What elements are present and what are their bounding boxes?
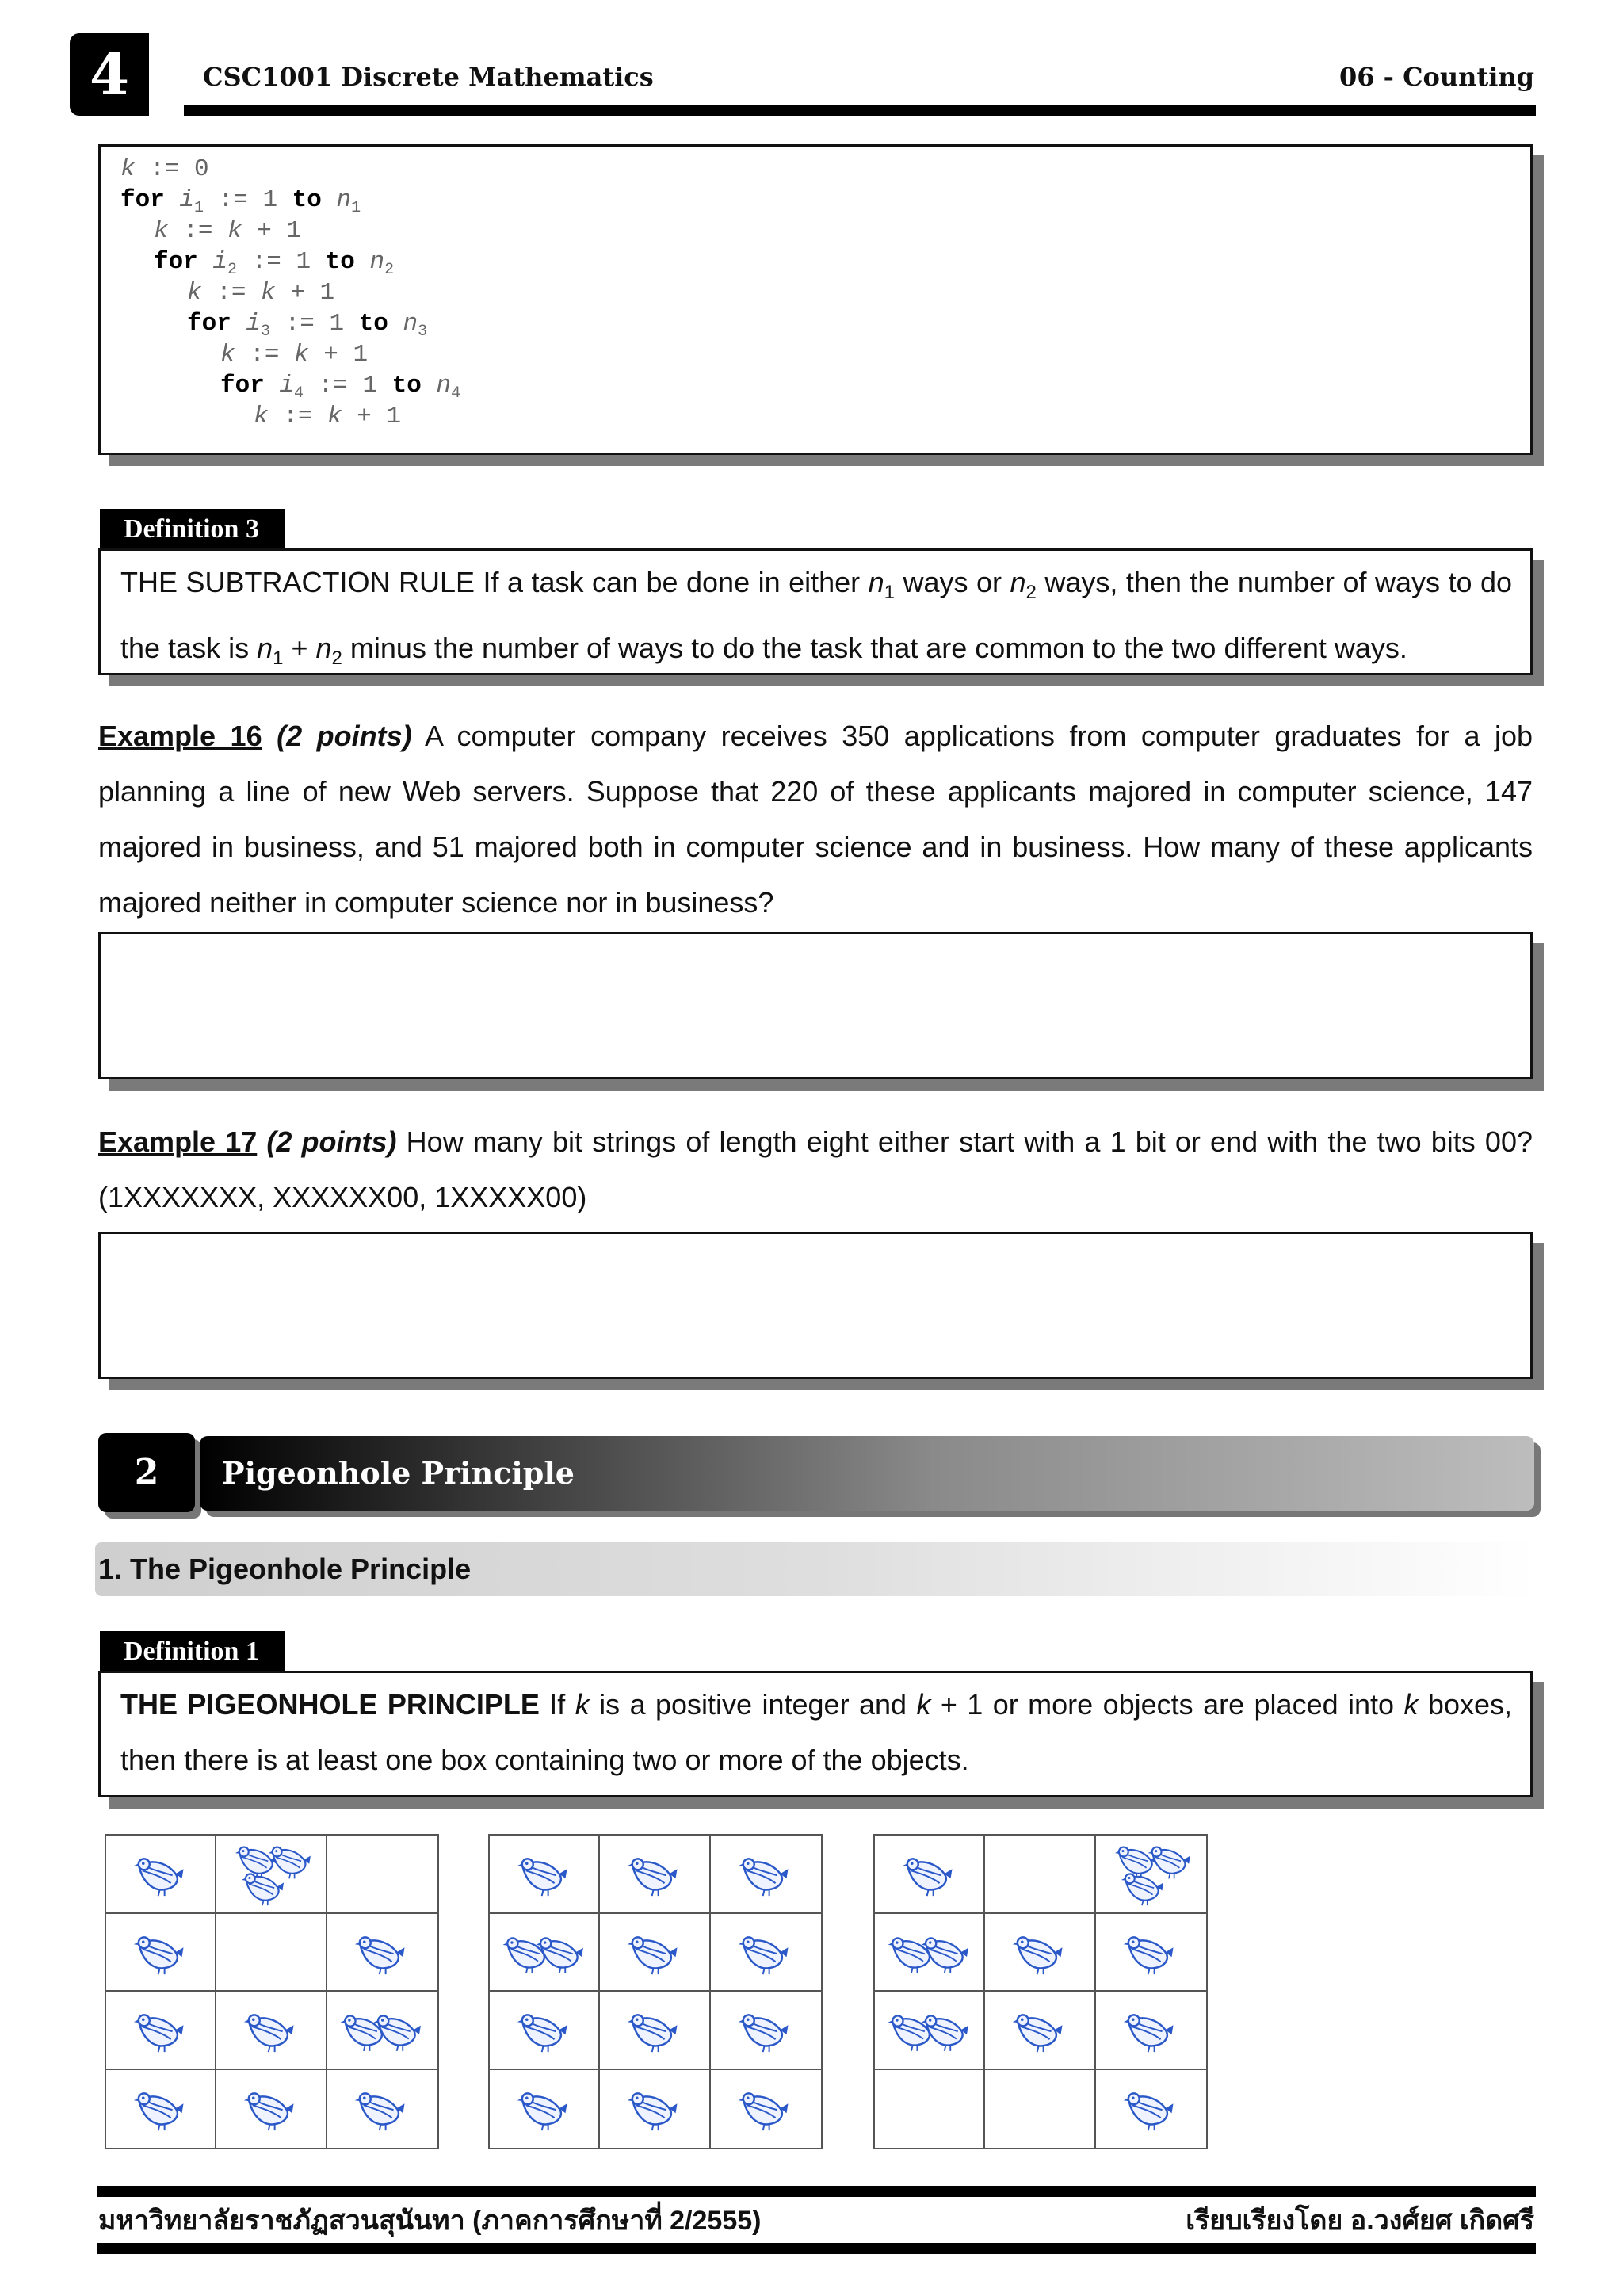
pigeons [711, 1914, 818, 1989]
pigeon-icon [517, 1859, 567, 1896]
pigeons [875, 1992, 982, 2067]
pigeonhole-box [327, 1914, 437, 1992]
pigeonhole-box [490, 1914, 600, 1992]
pigeonhole-box [600, 2070, 710, 2149]
pigeon-icon [1123, 1937, 1173, 1974]
pigeons [711, 1992, 818, 2067]
pigeonhole-box [875, 1836, 985, 1914]
footer-author: เรียบเรียงโดย อ.วงศ์ยศ เกิดศรี [1186, 2206, 1534, 2236]
pigeon-icon [134, 2093, 184, 2130]
pigeon-icon [738, 2015, 788, 2052]
pigeonhole-box [711, 1992, 821, 2070]
pigeons [490, 1914, 597, 1989]
page-number: 4 [70, 33, 149, 116]
pigeon-icon [1013, 2015, 1063, 2052]
code-line-6: for $i_3$ := 1 to $n_3$ [187, 310, 428, 342]
section-title: Pigeonhole Principle [222, 1455, 575, 1491]
pigeons [327, 2070, 434, 2145]
pigeons [106, 1992, 213, 2067]
pigeonhole-box [490, 1836, 600, 1914]
pigeons [600, 1992, 707, 2067]
pigeon-icon [244, 2093, 294, 2130]
pigeon-icon [1123, 2015, 1173, 2052]
pigeonhole-box [106, 1836, 216, 1914]
code-line-1: k := 0 [120, 155, 209, 183]
pigeonhole-box [985, 2070, 1095, 2149]
pigeonhole-box [1096, 1992, 1206, 2070]
pigeonhole-grid-1 [105, 1834, 439, 2149]
pigeon-icon [244, 2015, 294, 2052]
pigeon-icon [1123, 2093, 1173, 2130]
pigeonhole-box [985, 1914, 1095, 1992]
pigeon-icon [517, 2015, 567, 2052]
pigeon-icon [903, 1859, 953, 1896]
code-line-5: k := k + 1 [187, 279, 335, 307]
pigeonhole-box [216, 1992, 327, 2070]
pigeons [1096, 2070, 1203, 2145]
pigeons [985, 1914, 1092, 1989]
pigeons [490, 2070, 597, 2145]
pigeonhole-box [1096, 2070, 1206, 2149]
pigeon-icon [1121, 1874, 1163, 1905]
code-line-3: k := k + 1 [154, 217, 302, 245]
pigeon-icon [628, 1937, 678, 1974]
pigeon-icon [354, 2093, 404, 2130]
pigeons [711, 2070, 818, 2145]
pigeonhole-box [106, 1914, 216, 1992]
pigeonhole-box [216, 2070, 327, 2149]
pigeon-icon [628, 1859, 678, 1896]
pigeon-icon [628, 2015, 678, 2052]
pigeonhole-box [875, 1992, 985, 2070]
pigeon-icon [269, 1847, 311, 1879]
example-16-text: Example 16 (2 points) A computer company receives 350 applications from computer graduates for a job planning a line of new Web servers. Suppose that 220 of these applicants majored in computer science, 147 majored in business, and 51 majored both in computer science and in business. How many of these applicants majored neither in computer science nor in business? [98, 720, 1533, 919]
footer-rule-bottom [97, 2243, 1536, 2254]
code-line-2: for $i_1$ := 1 to $n_1$ [120, 186, 361, 218]
pigeon-icon [1148, 1847, 1190, 1879]
chapter-title: 06 - Counting [1338, 62, 1534, 92]
pigeon-icon [1013, 1937, 1063, 1974]
pigeons [106, 2070, 213, 2145]
pigeonhole-grid-2 [488, 1834, 823, 2149]
pigeons [875, 1836, 982, 1911]
pigeons [490, 1992, 597, 2067]
pigeon-icon [738, 1937, 788, 1974]
pigeonhole-box [327, 1836, 437, 1914]
pigeons [216, 1836, 323, 1911]
pigeonhole-box [327, 1992, 437, 2070]
code-line-7: k := k + 1 [220, 341, 369, 369]
pigeonhole-box [875, 2070, 985, 2149]
subsection-title: 1. The Pigeonhole Principle [98, 1553, 472, 1585]
pigeonhole-box [600, 1914, 710, 1992]
pigeon-icon [517, 2093, 567, 2130]
pigeon-icon [134, 2015, 184, 2052]
pigeons [600, 2070, 707, 2145]
pigeonhole-box [106, 2070, 216, 2149]
example-17-answer-box[interactable] [98, 1232, 1533, 1379]
example-17-text: Example 17 (2 points) How many bit strings of length eight either start with a 1 bit or end with the two bits 00? (1XXXXXXX, XXXXXX00, 1XXXXX00) [98, 1125, 1533, 1213]
pigeons [490, 1836, 597, 1911]
definition-1-label: Definition 1 [100, 1631, 285, 1672]
pigeonhole-box [327, 2070, 437, 2149]
pigeonhole-box [1096, 1836, 1206, 1914]
pigeons [106, 1914, 213, 1989]
pigeonhole-box [1096, 1914, 1206, 1992]
pigeonhole-box [985, 1836, 1095, 1914]
pigeonhole-box [600, 1992, 710, 2070]
pigeonhole-box [216, 1836, 327, 1914]
pigeons [1096, 1914, 1203, 1989]
pigeonhole-box [711, 1914, 821, 1992]
footer-rule-top [97, 2186, 1536, 2197]
definition-3-label: Definition 3 [100, 509, 285, 550]
definition-3-text: THE SUBTRACTION RULE If a task can be done in either $n_1$ ways or $n_2$ ways, then the number of ways to do the task is $n_1 + n_2$ minus the number of ways to do the task that are common to the two different ways. [120, 566, 1512, 670]
definition-1-text: THE PIGEONHOLE PRINCIPLE If k is a positive integer and k + 1 or more objects are placed into k boxes, then there is at least one box containing two or more of the objects. [120, 1688, 1512, 1776]
pigeonhole-box [490, 2070, 600, 2149]
pigeon-icon [738, 2093, 788, 2130]
footer-university: มหาวิทยาลัยราชภัฏสวนสุนันทา (ภาคการศึกษาที่ 2/2555) [98, 2206, 762, 2236]
pigeons [875, 1914, 982, 1989]
pigeons [600, 1914, 707, 1989]
section-number: 2 [98, 1433, 195, 1512]
pigeons [600, 1836, 707, 1911]
pigeonhole-box [711, 1836, 821, 1914]
pigeonhole-box [985, 1992, 1095, 2070]
pigeon-icon [134, 1937, 184, 1974]
pigeons [985, 1992, 1092, 2067]
pigeon-icon [242, 1874, 284, 1905]
pigeon-icon [354, 1937, 404, 1974]
code-line-4: for $i_2$ := 1 to $n_2$ [154, 248, 395, 280]
pigeons [1096, 1992, 1203, 2067]
pigeons [106, 1836, 213, 1911]
pigeon-icon [738, 1859, 788, 1896]
pigeon-icon [628, 2093, 678, 2130]
pigeonhole-box [875, 1914, 985, 1992]
pigeons [216, 1992, 323, 2067]
pigeon-icon [134, 1859, 184, 1896]
pigeonhole-box [216, 1914, 327, 1992]
example-16-answer-box[interactable] [98, 932, 1533, 1079]
pigeonhole-box [490, 1992, 600, 2070]
course-title: CSC1001 Discrete Mathematics [203, 62, 654, 92]
pigeons [1096, 1836, 1203, 1911]
code-line-9: k := k + 1 [254, 403, 402, 430]
pigeons [327, 1914, 434, 1989]
pigeonhole-box [600, 1836, 710, 1914]
pigeonhole-box [711, 2070, 821, 2149]
header-rule [184, 105, 1536, 116]
code-line-8: for $i_4$ := 1 to $n_4$ [220, 372, 461, 403]
pigeons [216, 2070, 323, 2145]
pigeons [711, 1836, 818, 1911]
pigeonhole-grid-3 [873, 1834, 1208, 2149]
pigeons [327, 1992, 434, 2067]
pigeonhole-box [106, 1992, 216, 2070]
